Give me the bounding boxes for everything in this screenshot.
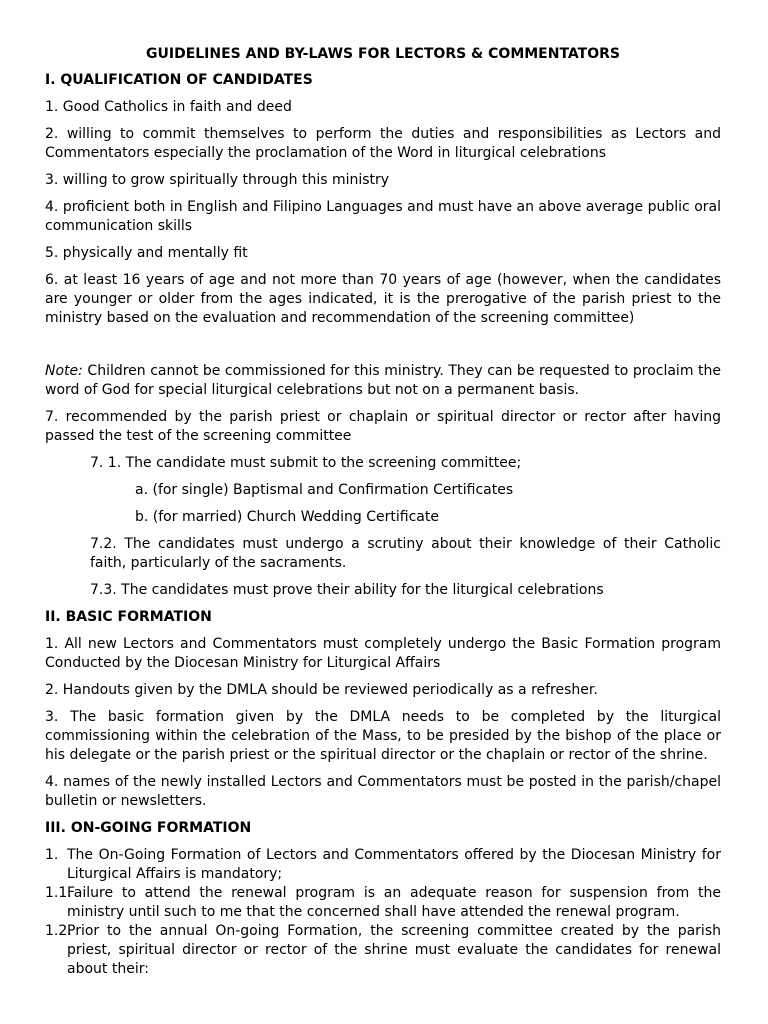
list-item: 4. names of the newly installed Lectors and Commentators must be posted in the parish/chapel bulletin or newsletters. (45, 774, 721, 809)
spacer (45, 336, 721, 362)
note-label: Note: (45, 363, 83, 379)
document-title: GUIDELINES AND BY-LAWS FOR LECTORS & COMMENTATORS (146, 46, 620, 62)
list-item: 4. proficient both in English and Filipino Languages and must have an above average public oral communication skills (45, 199, 721, 234)
list-text: Failure to attend the renewal program is an adequate reason for suspension from the ministry until such to me that the concerned shall have attended the renewal program. (67, 885, 721, 920)
list-subitem: b. (for married) Church Wedding Certificate (135, 509, 439, 525)
section-heading-ongoing-formation: III. ON-GOING FORMATION (45, 820, 252, 836)
list-item (45, 884, 721, 922)
list-item: 3. The basic formation given by the DMLA needs to be completed by the liturgical commissioning within the celebration of the Mass, to be presided by the bishop of the place or his delegate or the parish priest or the spiritual director or the chaplain or rector of the shrine. (45, 709, 721, 763)
section-heading-qualification: I. QUALIFICATION OF CANDIDATES (45, 72, 313, 88)
list-subitem: a. (for single) Baptismal and Confirmation Certificates (135, 482, 514, 498)
list-item (45, 846, 721, 884)
list-subitem: 7.2. The candidates must undergo a scrutiny about their knowledge of their Catholic faith, particularly of the sacraments. (90, 536, 721, 571)
list-item: 1. Good Catholics in faith and deed (45, 99, 292, 115)
note-paragraph (45, 362, 721, 400)
list-item: 2. willing to commit themselves to perform the duties and responsibilities as Lectors and Commentators especially the proclamation of the Word in liturgical celebrations (45, 126, 721, 161)
list-text: The On-Going Formation of Lectors and Commentators offered by the Diocesan Ministry for Liturgical Affairs is mandatory; (67, 847, 721, 882)
list-subitem: 7. 1. The candidate must submit to the screening committee; (90, 455, 522, 471)
list-text: Prior to the annual On-going Formation, the screening committee created by the parish priest, spiritual director or rector of the shrine must evaluate the candidates for renewal about their: (67, 923, 721, 977)
list-item (45, 922, 721, 979)
list-item: 3. willing to grow spiritually through this ministry (45, 172, 390, 188)
list-item: 7. recommended by the parish priest or chaplain or spiritual director or rector after having passed the test of the screening committee (45, 409, 721, 444)
list-item: 2. Handouts given by the DMLA should be reviewed periodically as a refresher. (45, 682, 598, 698)
list-item: 6. at least 16 years of age and not more than 70 years of age (however, when the candidates are younger or older from the ages indicated, it is the prerogative of the parish priest to the ministry based on the evaluation and recommendation of the screening committee) (45, 272, 721, 326)
list-item: 1. All new Lectors and Commentators must completely undergo the Basic Formation program Conducted by the Diocesan Ministry for Liturgical Affairs (45, 636, 721, 671)
note-text: Children cannot be commissioned for this ministry. They can be requested to proclaim the word of God for special liturgical celebrations but not on a permanent basis. (45, 363, 721, 398)
section-heading-basic-formation: II. BASIC FORMATION (45, 609, 212, 625)
list-subitem: 7.3. The candidates must prove their ability for the liturgical celebrations (90, 582, 604, 598)
list-number: 1.2. (45, 923, 72, 939)
list-number: 1. (45, 847, 59, 863)
list-number: 1.1. (45, 885, 72, 901)
list-item: 5. physically and mentally fit (45, 245, 248, 261)
